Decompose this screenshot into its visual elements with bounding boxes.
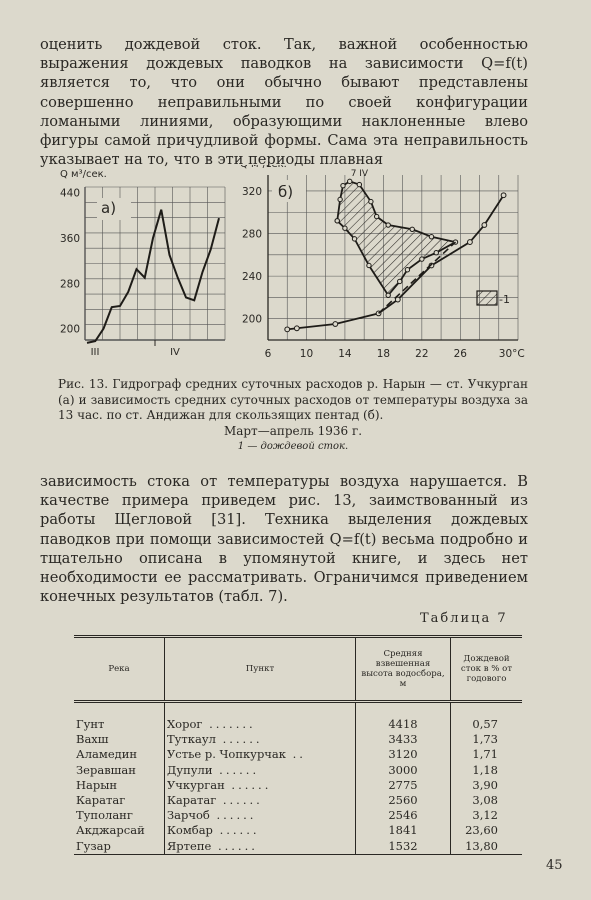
data-point — [357, 182, 361, 186]
data-point — [294, 326, 299, 331]
table-row — [74, 793, 522, 808]
x-tick-label: 26 — [453, 348, 467, 360]
cell-point — [165, 839, 356, 855]
y-tick-label: 200 — [241, 313, 262, 326]
cell-share-text: 3,12 — [472, 808, 498, 823]
date-annotation: 7 IV — [350, 169, 369, 179]
cell-share — [451, 732, 523, 747]
cell-height-text: 1841 — [388, 823, 418, 838]
cell-river — [74, 747, 165, 762]
cell-river-text: Гунт — [76, 717, 105, 731]
data-point — [405, 268, 409, 272]
x-tick-label: IV — [170, 347, 180, 358]
caption-line-1: Рис. 13. Гидрограф средних суточных расходов р. Нарын — ст. Учкурган (а) и зависимость средних суточных расходов от температуры воздуха за 13 час. по ст. Андижан для скользящих пентад (б). — [58, 377, 528, 422]
cell-height-text: 2775 — [388, 777, 418, 792]
cell-share-text: 1,73 — [472, 732, 498, 747]
x-tick-label: III — [90, 347, 100, 358]
chart-panel-a — [60, 169, 225, 358]
data-point — [386, 293, 390, 297]
data-point — [338, 197, 342, 201]
cell-river-text: Аламедин — [76, 747, 138, 762]
y-tick-label: 360 — [59, 233, 80, 245]
cell-share — [451, 793, 523, 808]
cell-river-text: Нарын — [76, 777, 118, 792]
cell-point — [165, 702, 356, 733]
cell-point-text: Учкурган — [167, 777, 225, 792]
data-point — [398, 279, 402, 283]
y-tick-label: 280 — [59, 278, 80, 291]
data-point — [341, 183, 345, 187]
y-tick-label: 280 — [241, 228, 262, 241]
header-height: Средняя взвешенная высота водосбора, м — [356, 637, 451, 702]
data-table — [74, 635, 522, 855]
leader-dots: ...... — [209, 808, 257, 823]
x-tick-label: 10 — [299, 348, 314, 360]
cell-river-text: Гузар — [76, 838, 111, 853]
y-axis-label — [240, 165, 287, 170]
cell-river — [74, 763, 165, 778]
cell-height — [356, 778, 451, 793]
table-row — [74, 747, 522, 762]
cell-river — [74, 702, 165, 733]
cell-point-text: Дупули — [167, 762, 213, 777]
legend-label: -1 — [499, 293, 510, 306]
cell-river — [74, 793, 165, 808]
cell-river-text: Зеравшан — [76, 762, 136, 777]
cell-point-text: Устье р. Чопкурчак — [167, 747, 286, 762]
panel-label: а) — [101, 199, 117, 217]
cell-share-text: 3,90 — [472, 777, 498, 792]
cell-river — [74, 808, 165, 823]
panel-label: б) — [278, 183, 294, 201]
y-tick-label: 440 — [59, 187, 80, 200]
data-point — [348, 179, 352, 183]
x-tick-label: 18 — [376, 348, 391, 360]
figure-13 — [40, 165, 580, 375]
y-tick-label: 200 — [59, 323, 80, 336]
header-share: Дождевой сток в % от годового — [451, 637, 523, 702]
table-label: Таблица 7 — [420, 611, 508, 626]
leader-dots: ...... — [215, 732, 263, 747]
caption-line-2: Март—апрель 1936 г. — [223, 423, 363, 438]
legend-swatch — [477, 291, 497, 305]
cell-river — [74, 823, 165, 838]
cell-share — [451, 839, 523, 855]
cell-point-text: Комбар — [167, 823, 213, 838]
caption-line-3: 1 — дождевой сток. — [237, 441, 349, 452]
x-tick-label: 14 — [338, 348, 352, 360]
data-point — [285, 327, 290, 332]
cell-point-text: Туткаул — [167, 732, 216, 747]
cell-height-text: 2546 — [388, 808, 418, 823]
paragraph-1: оценить дождевой сток. Так, важной особенностью выражения дождевых паводков на зависимости Q=f(t) является то, что они обычно бывают представлены совершенно неправильными по своей конфигурации ломаными линиями, образующими наклоненные влево фигуры самой причудливой формы. Сама эта неправильность указывает на то, что в эти периоды плавная — [40, 36, 528, 169]
cell-height — [356, 732, 451, 747]
cell-height-text: 3120 — [388, 747, 418, 762]
data-point — [434, 251, 438, 255]
x-tick-label: 30°C — [498, 348, 525, 360]
cell-share-text: 13,80 — [465, 838, 498, 853]
x-tick-label: 22 — [415, 348, 429, 360]
table-row — [74, 702, 522, 733]
cell-river — [74, 732, 165, 747]
cell-height-text: 2560 — [388, 793, 418, 808]
cell-point-text: Хорог — [167, 717, 203, 731]
cell-point-text: Каратаг — [167, 793, 217, 808]
y-axis-label: Q м³/сек. — [60, 169, 107, 180]
page-number: 45 — [546, 858, 563, 873]
cell-share — [451, 763, 523, 778]
data-point — [352, 237, 356, 241]
cell-share — [451, 808, 523, 823]
leader-dots: ...... — [224, 777, 272, 792]
cell-point — [165, 747, 356, 762]
cell-share-text: 1,18 — [472, 762, 498, 777]
cell-height — [356, 747, 451, 762]
cell-share-text: 0,57 — [472, 717, 498, 731]
data-point — [335, 219, 339, 223]
cell-share — [451, 702, 523, 733]
cell-share-text: 23,60 — [465, 823, 498, 838]
leader-dots: ...... — [212, 762, 260, 777]
data-point — [386, 223, 390, 227]
data-point — [343, 226, 347, 230]
leader-dots: .. — [285, 747, 306, 762]
cell-share — [451, 823, 523, 838]
cell-height — [356, 839, 451, 855]
data-point — [468, 240, 473, 245]
x-tick-label: 6 — [264, 348, 272, 360]
cell-river-text: Акджарсай — [76, 823, 145, 838]
cell-river — [74, 839, 165, 855]
table-row — [74, 778, 522, 793]
cell-point — [165, 778, 356, 793]
table-row — [74, 839, 522, 855]
y-tick-label: 240 — [241, 271, 262, 284]
data-point — [410, 227, 414, 231]
cell-share — [451, 778, 523, 793]
cell-point — [165, 763, 356, 778]
cell-height-text: 3433 — [388, 732, 418, 747]
data-point — [369, 199, 373, 203]
table-row — [74, 763, 522, 778]
cell-point — [165, 732, 356, 747]
leader-dots: ...... — [212, 823, 260, 838]
header-river: Река — [74, 637, 165, 702]
cell-height-text: 1532 — [388, 838, 418, 853]
cell-river-text: Каратаг — [76, 793, 126, 808]
cell-point-text: Яртепе — [167, 838, 212, 853]
data-point — [429, 235, 433, 239]
cell-point — [165, 823, 356, 838]
leader-dots: ...... — [216, 793, 263, 808]
cell-river-text: Вахш — [76, 732, 109, 747]
figure-caption — [58, 377, 528, 455]
data-point — [482, 223, 487, 228]
cell-river — [74, 778, 165, 793]
cell-height — [356, 793, 451, 808]
cell-height — [356, 808, 451, 823]
cell-height — [356, 823, 451, 838]
data-point — [420, 257, 424, 261]
cell-height-text: 3000 — [388, 762, 418, 777]
cell-height — [356, 763, 451, 778]
figure-svg — [40, 165, 580, 375]
y-tick-label: 320 — [241, 185, 262, 198]
cell-point-text: Зарчоб — [167, 808, 210, 823]
cell-height-text: 4418 — [388, 717, 418, 731]
cell-share-text: 3,08 — [472, 793, 498, 808]
leader-dots: ....... — [202, 717, 256, 731]
cell-height — [356, 702, 451, 733]
table-row — [74, 732, 522, 747]
cell-share — [451, 747, 523, 762]
cell-share-text: 1,71 — [472, 747, 498, 762]
cell-point — [165, 793, 356, 808]
hydrograph-line — [87, 210, 219, 343]
cell-point — [165, 808, 356, 823]
header-point: Пункт — [165, 637, 356, 702]
table-row — [74, 808, 522, 823]
table-row — [74, 823, 522, 838]
chart-panel-b — [240, 165, 525, 360]
data-point — [501, 193, 506, 198]
data-point — [367, 263, 371, 267]
table-header-row — [74, 637, 522, 702]
data-point — [333, 322, 338, 327]
paragraph-2: зависимость стока от температуры воздуха нарушается. В качестве примера приведем рис. 13, заимствованный из работы Щегловой [31]. Техника выделения дождевых паводков при помощи зависимостей Q=f(t) весьма подробно и тщательно описана в упомянутой книге, и здесь нет необходимости ее рассматривать. Ограничимся приведением конечных результатов (табл. 7). — [40, 473, 528, 606]
data-point — [374, 214, 378, 218]
leader-dots: ...... — [211, 838, 258, 853]
cell-river-text: Туполанг — [76, 808, 133, 823]
